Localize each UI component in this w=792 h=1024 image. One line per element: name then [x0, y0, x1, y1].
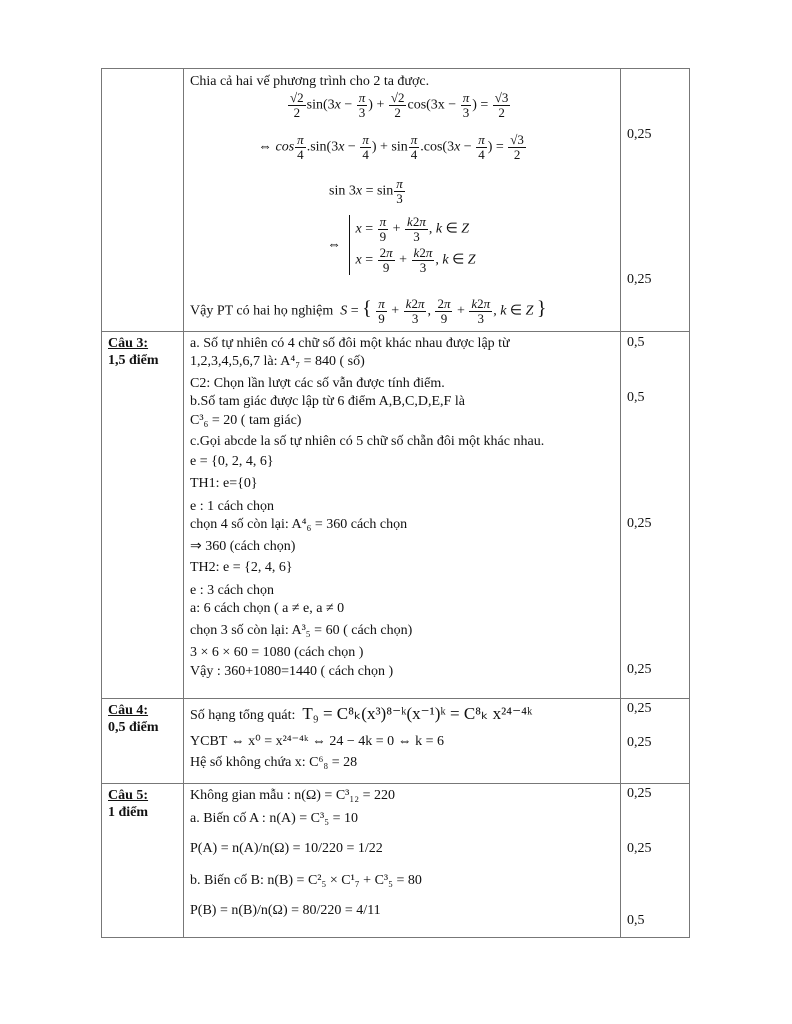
solution-line: chọn 4 số còn lại: A⁴₆ = 360 cách chọn [190, 517, 408, 532]
score-value: 0,5 [627, 390, 645, 405]
solution-cell [184, 784, 621, 938]
table-row-question-4 [102, 699, 690, 784]
equation-3: sin 3x = sin $\frac{\pi}{3}$ [329, 176, 403, 206]
question-number: Câu 5: [108, 788, 149, 803]
solution-line: Hệ số không chứa x: C⁶₈ = 28 [190, 755, 358, 770]
solution-line: b.Số tam giác được lập từ 6 điểm A,B,C,D,E,F là [190, 394, 465, 409]
solution-line: TH1: e={0} [190, 476, 258, 491]
table-row-question-5 [102, 784, 690, 938]
score-cell [621, 784, 690, 938]
solution-line: c.Gọi abcde la số tự nhiên có 5 chữ số chẵn đôi một khác nhau. [190, 434, 545, 449]
question-label-cell [102, 699, 184, 784]
question-points: 0,5 điểm [108, 720, 159, 735]
equation-1: $\frac{√2}{2}$ sin(3x − $\frac{\pi}{3}$ ) + $\frac{√2}{2}$ cos(3x − $\frac{\pi}{3}$ ) = $\frac{√3}{2}$ [290, 90, 509, 120]
table-row-continued-solution [102, 69, 690, 332]
question-number: Câu 4: [108, 703, 149, 718]
score-value: 0,5 [627, 913, 645, 928]
solution-line: e : 3 cách chọn [190, 583, 274, 598]
question-points: 1 điểm [108, 805, 149, 820]
general-term-text: Số hạng tổng quát: [190, 708, 296, 723]
question-points: 1,5 điểm [108, 353, 159, 368]
score-cell [621, 699, 690, 784]
solution-line: b. Biến cố B: n(B) = C²₅ × C¹₇ + C³₅ = 80 [190, 873, 422, 888]
solution-line: a. Biến cố A : n(A) = C³₅ = 10 [190, 811, 358, 826]
solution-cell [184, 699, 621, 784]
solution-line: e = {0, 2, 4, 6} [190, 454, 274, 469]
score-cell [621, 69, 690, 332]
solution-line: a: 6 cách chọn ( a ≠ e, a ≠ 0 [190, 601, 345, 616]
question-number: Câu 3: [108, 336, 149, 351]
score-value: 0,25 [627, 701, 652, 716]
solution-line: 1,2,3,4,5,6,7 là: A⁴₇ = 840 ( số) [190, 354, 365, 369]
equation-2: ⇔ cos $\frac{\pi}{4}$ .sin(3x − $\frac{\pi}{4}$ ) + sin $\frac{\pi}{4}$ .cos(3x − $\frac{\pi}{4}$ ) = $\frac{√3}{2}$ [258, 132, 524, 162]
score-value: 0,25 [627, 841, 652, 856]
conclusion-text: Vậy PT có hai họ nghiệm [190, 303, 334, 319]
solution-cell [184, 69, 621, 332]
solution-system: ⇔ x = $\frac{\pi}{9}$ + $\frac{k2\pi}{3}$ , k ∈ Z x = $\frac{2\pi}{9}$ + $\frac{k2\pi}{3}$ , k ∈ Z [327, 214, 476, 275]
solution-cell [184, 332, 621, 699]
score-value: 0,25 [627, 735, 652, 750]
score-value: 0,5 [627, 335, 645, 350]
solution-line: e : 1 cách chọn [190, 499, 274, 514]
solution-line: YCBT ⇔ x⁰ = x²⁴⁻⁴ᵏ ⇔ 24 − 4k = 0 ⇔ k = 6 [190, 734, 445, 749]
solution-line: a. Số tự nhiên có 4 chữ số đôi một khác nhau được lập từ [190, 336, 510, 351]
solution-line: P(B) = n(B)/n(Ω) = 80/220 = 4/11 [190, 903, 381, 918]
general-term-formula: T₉ = C⁸ₖ(x³)⁸⁻ᵏ(x⁻¹)ᵏ = C⁸ₖ x²⁴⁻⁴ᵏ [302, 704, 533, 723]
solution-line: chọn 3 số còn lại: A³₅ = 60 ( cách chọn) [190, 623, 413, 638]
solution-intro: Chia cả hai vế phương trình cho 2 ta được. [190, 74, 430, 89]
solution-line: 3 × 6 × 60 = 1080 (cách chọn ) [190, 645, 364, 660]
score-value: 0,25 [627, 786, 652, 801]
score-value: 0,25 [627, 272, 652, 287]
solution-line: ⇒ 360 (cách chọn) [190, 539, 296, 554]
solution-line: TH2: e = {2, 4, 6} [190, 560, 293, 575]
solution-conclusion: Vậy PT có hai họ nghiệm S = { $\frac{\pi}{9}$ + $\frac{k2\pi}{3}$ , $\frac{2\pi}{9}$ + $\frac{k2\pi}{3}$ , k ∈ Z } [190, 296, 547, 326]
solution-line: Không gian mẫu : n(Ω) = C³₁₂ = 220 [190, 788, 396, 803]
score-value: 0,25 [627, 516, 652, 531]
solution-line: C2: Chọn lần lượt các số vẫn được tính điểm. [190, 376, 445, 391]
answer-table [101, 68, 690, 938]
solution-line: P(A) = n(A)/n(Ω) = 10/220 = 1/22 [190, 841, 383, 856]
solution-line: C³₆ = 20 ( tam giác) [190, 413, 302, 428]
answer-table-sheet [101, 68, 689, 938]
question-label-cell [102, 784, 184, 938]
score-value: 0,25 [627, 662, 652, 677]
score-value: 0,25 [627, 127, 652, 142]
question-label-cell [102, 332, 184, 699]
question-label-cell-empty [102, 69, 184, 332]
table-row-question-3 [102, 332, 690, 699]
solution-line: Vậy : 360+1080=1440 ( cách chọn ) [190, 664, 394, 679]
score-cell [621, 332, 690, 699]
solution-line [190, 705, 532, 724]
